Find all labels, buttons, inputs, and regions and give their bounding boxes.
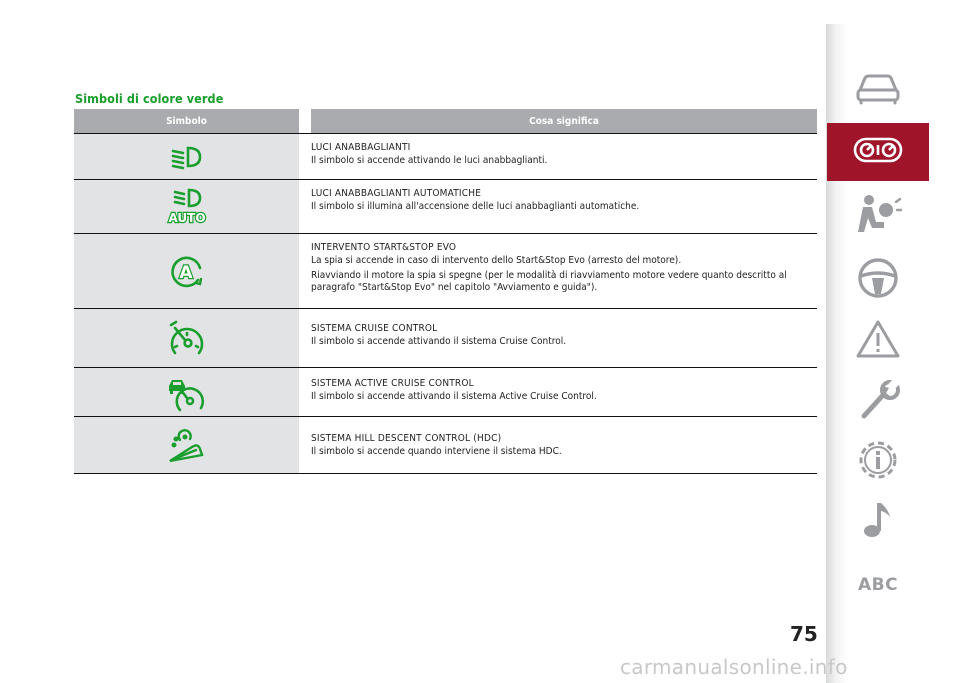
header-symbol: Simbolo [74, 109, 299, 133]
symbol-cell [74, 180, 299, 233]
row-description: Il simbolo si accende quando interviene il sistema HDC. [311, 446, 562, 457]
table-row [74, 367, 817, 416]
nav-item-car[interactable] [828, 66, 928, 116]
abc-index-label: ABC [857, 575, 899, 595]
auto-label: AUTO [167, 211, 206, 225]
nav-item-dashboard[interactable] [828, 123, 928, 181]
row-title: LUCI ANABBAGLIANTI [311, 142, 411, 153]
low-beam-icon [170, 144, 204, 174]
wrench-icon [856, 378, 900, 426]
row-description: Il simbolo si accende attivando le luci anabbaglianti. [311, 155, 548, 166]
table-row [74, 416, 817, 474]
steering-wheel-icon [856, 256, 900, 304]
start-stop-letter: A [178, 263, 193, 283]
nav-item-driving[interactable] [828, 252, 928, 308]
nav-item-maintenance[interactable] [828, 374, 928, 430]
auto-low-beam-icon [167, 188, 207, 230]
table-row [74, 179, 817, 233]
hill-descent-icon [166, 425, 208, 469]
row-title: LUCI ANABBAGLIANTI AUTOMATICHE [311, 188, 482, 199]
nav-item-safety[interactable] [828, 188, 928, 244]
nav-item-emergency[interactable] [828, 314, 928, 368]
music-note-icon [860, 499, 896, 543]
row-description: Il simbolo si illumina all'accensione delle luci anabbaglianti automatiche. [311, 201, 640, 212]
symbol-cell [74, 417, 299, 473]
active-cruise-control-icon [166, 374, 208, 418]
gear-info-icon [856, 438, 900, 486]
watermark: carmanualsonline.info [620, 655, 848, 679]
dashboard-gauges-icon [853, 135, 903, 169]
nav-item-technical-data[interactable] [828, 434, 928, 490]
meaning-cell [311, 368, 817, 416]
table-row [74, 233, 817, 308]
meaning-cell [311, 134, 817, 179]
page-number: 75 [790, 622, 818, 646]
symbol-cell [74, 234, 299, 308]
table-header [74, 109, 817, 133]
warning-triangle-icon [855, 319, 901, 363]
meaning-cell [311, 417, 817, 473]
nav-item-index[interactable] [828, 570, 928, 600]
row-title: SISTEMA CRUISE CONTROL [311, 323, 438, 334]
meaning-cell [311, 180, 817, 233]
row-title: SISTEMA ACTIVE CRUISE CONTROL [311, 378, 474, 389]
symbol-cell [74, 309, 299, 367]
symbols-table [74, 109, 817, 474]
cruise-control-icon [166, 317, 208, 365]
row-description: Il simbolo si accende attivando il sistema Active Cruise Control. [311, 391, 597, 402]
car-icon [855, 72, 901, 110]
row-title: SISTEMA HILL DESCENT CONTROL (HDC) [311, 433, 502, 444]
section-title: Simboli di colore verde [75, 91, 224, 106]
symbol-cell [74, 134, 299, 179]
airbag-seat-icon [854, 192, 902, 240]
row-description: La spia si accende in caso di intervento dello Start&Stop Evo (arresto del motore). [311, 255, 682, 266]
row-description: Il simbolo si accende attivando il sistema Cruise Control. [311, 336, 567, 347]
row-description-extra: Riavviando il motore la spia si spegne (per le modalità di riavviamento motore vedere quanto descritto al paragrafo "Start&Stop Evo" nel capitolo "Avviamento e guida"). [311, 270, 787, 293]
meaning-cell [311, 234, 817, 308]
start-stop-icon [167, 254, 207, 294]
header-meaning: Cosa significa [311, 109, 817, 133]
meaning-cell [311, 309, 817, 367]
table-row [74, 133, 817, 179]
nav-item-multimedia[interactable] [828, 496, 928, 546]
row-title: INTERVENTO START&STOP EVO [311, 242, 457, 253]
table-row [74, 308, 817, 367]
symbol-cell [74, 368, 299, 416]
